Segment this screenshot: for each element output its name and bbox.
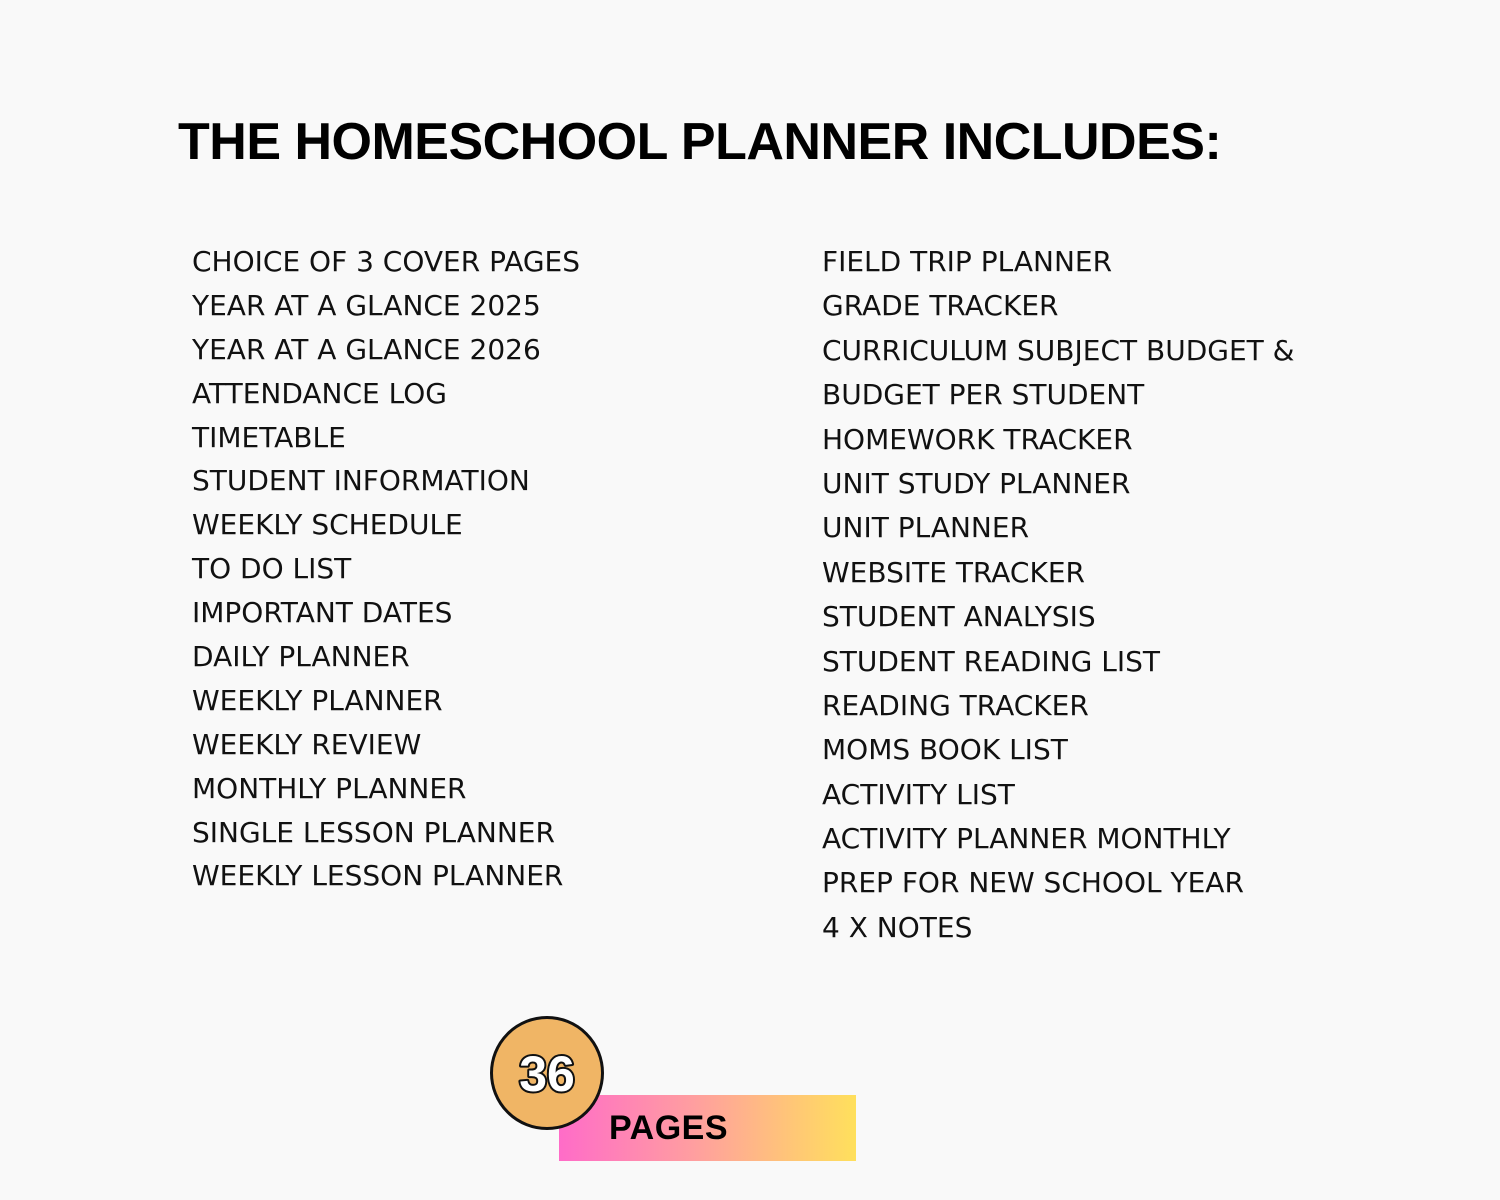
page-count-number: 36 <box>519 1046 575 1102</box>
list-item: MOMS BOOK LIST <box>822 733 1068 767</box>
list-item: HOMEWORK TRACKER <box>822 422 1133 456</box>
list-item: STUDENT READING LIST <box>822 644 1160 678</box>
pages-label: PAGES <box>609 1109 729 1147</box>
list-item: ACTIVITY LIST <box>822 777 1015 811</box>
right-feature-list <box>822 240 1295 950</box>
page-count-badge <box>490 1016 604 1130</box>
list-item: UNIT STUDY PLANNER <box>822 466 1131 500</box>
list-item: YEAR AT A GLANCE 2026 <box>192 332 541 366</box>
list-item: WEEKLY LESSON PLANNER <box>192 859 564 893</box>
list-item: STUDENT ANALYSIS <box>822 600 1096 634</box>
list-item: WEEKLY PLANNER <box>192 683 443 717</box>
list-item: WEEKLY SCHEDULE <box>192 508 463 542</box>
list-item: READING TRACKER <box>822 688 1089 722</box>
list-item: WEEKLY REVIEW <box>192 727 422 761</box>
page-count-graphic <box>493 1019 601 1127</box>
list-item: YEAR AT A GLANCE 2025 <box>192 288 541 322</box>
list-item: 4 X NOTES <box>822 910 973 944</box>
list-item: PREP FOR NEW SCHOOL YEAR <box>822 866 1244 900</box>
list-item: CURRICULUM SUBJECT BUDGET & <box>822 333 1295 367</box>
list-item: TO DO LIST <box>192 552 352 586</box>
list-item: UNIT PLANNER <box>822 511 1030 545</box>
list-item: SINGLE LESSON PLANNER <box>192 815 555 849</box>
page-title: THE HOMESCHOOL PLANNER INCLUDES: <box>178 113 1222 171</box>
list-item: WEBSITE TRACKER <box>822 555 1085 589</box>
list-item: ATTENDANCE LOG <box>192 376 447 410</box>
list-item: CHOICE OF 3 COVER PAGES <box>192 245 581 278</box>
left-feature-list <box>192 240 580 898</box>
list-item: GRADE TRACKER <box>822 289 1059 323</box>
list-item: FIELD TRIP PLANNER <box>822 245 1113 278</box>
list-item: DAILY PLANNER <box>192 640 410 674</box>
list-item: ACTIVITY PLANNER MONTHLY <box>822 822 1231 856</box>
list-item: MONTHLY PLANNER <box>192 771 467 805</box>
list-item: BUDGET PER STUDENT <box>822 378 1145 412</box>
list-item: IMPORTANT DATES <box>192 596 453 630</box>
list-item: STUDENT INFORMATION <box>192 464 530 498</box>
list-item: TIMETABLE <box>192 420 346 454</box>
